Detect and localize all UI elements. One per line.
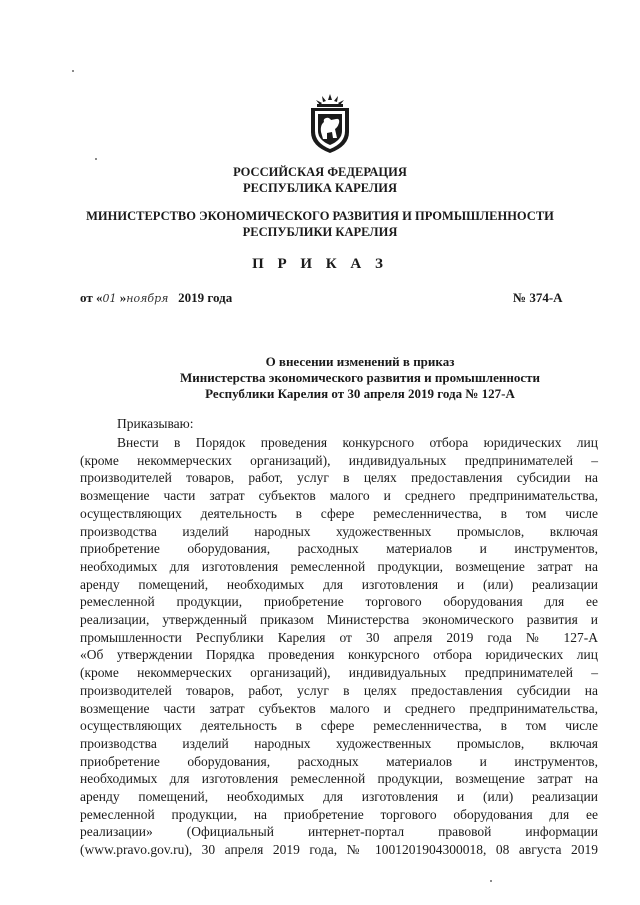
body-line: приобретение оборудования, расходных материалов и инструментов, — [80, 541, 598, 557]
body-line: Внести в Порядок проведения конкурсного отбора юридических лиц — [117, 435, 598, 450]
scan-speck — [72, 70, 74, 72]
order-date — [80, 290, 232, 306]
body-line: ремесленной продукции, на приобретение торгового оборудования для ее — [80, 806, 598, 822]
subject-line-3: Республики Карелия от 30 апреля 2019 года № 127-А — [205, 386, 515, 401]
body-line: необходимых для изготовления ремесленной продукции, возмещение затрат на — [80, 771, 598, 787]
date-prefix: от « — [80, 290, 103, 305]
ministry-line-2: РЕСПУБЛИКИ КАРЕЛИЯ — [242, 225, 398, 239]
body-line: возмещение части затрат субъектов малого и среднего предпринимательства, — [80, 700, 598, 716]
subject-line-2: Министерства экономического развития и промышленности — [179, 370, 541, 385]
body-line: производства изделий народных художественных промыслов, включая — [80, 735, 598, 751]
body-line: «Об утверждении Порядка проведения конкурсного отбора юридических лиц — [80, 647, 598, 663]
body-line: (кроме некоммерческих организаций), индивидуальных предпринимателей – — [80, 452, 598, 468]
document-type-title: П Р И К А З — [252, 256, 388, 272]
body-line: промышленности Республики Карелия от 30 апреля 2019 года № 127-А — [80, 629, 598, 645]
order-intro: Приказываю: — [117, 416, 194, 431]
body-line: аренду помещений, необходимых для изготовления и (или) реализации — [80, 789, 598, 805]
header-line-republic: РЕСПУБЛИКА КАРЕЛИЯ — [242, 181, 398, 195]
scan-speck — [95, 158, 97, 160]
body-line: осуществляющих деятельность в сфере ремесленничества, в том числе — [80, 505, 598, 521]
date-day-handwritten: 01 — [102, 292, 117, 305]
body-line: необходимых для изготовления ремесленной продукции, возмещение затрат на — [80, 558, 598, 574]
body-line: осуществляющих деятельность в сфере ремесленничества, в том числе — [80, 718, 598, 734]
date-month-handwritten: ноября — [126, 292, 169, 305]
subject-line-1: О внесении изменений в приказ — [265, 354, 455, 369]
body-line: производителей товаров, работ, услуг в целях предоставления субсидии на — [80, 682, 598, 698]
body-line: реализации» (Официальный интернет-портал правовой информации — [80, 824, 598, 840]
body-line: (www.pravo.gov.ru), 30 апреля 2019 года, № 1001201904300018, 08 августа 2019 — [80, 842, 598, 858]
body-line: ремесленной продукции, приобретение торгового оборудования для ее — [80, 594, 598, 610]
order-body — [80, 434, 598, 859]
scan-speck — [490, 880, 492, 882]
body-line: реализации, утвержденный приказом Министерства экономического развития и — [80, 612, 598, 628]
order-number: № 374-А — [513, 290, 563, 305]
date-year: 2019 года — [178, 290, 233, 305]
body-line: приобретение оборудования, расходных материалов и инструментов, — [80, 753, 598, 769]
body-line: производителей товаров, работ, услуг в целях предоставления субсидии на — [80, 470, 598, 486]
body-line: (кроме некоммерческих организаций), индивидуальных предпринимателей – — [80, 665, 598, 681]
date-middle: » — [119, 290, 127, 305]
header-line-country: РОССИЙСКАЯ ФЕДЕРАЦИЯ — [233, 165, 407, 179]
body-line: возмещение части затрат субъектов малого и среднего предпринимательства, — [80, 488, 598, 504]
body-line: аренду помещений, необходимых для изготовления и (или) реализации — [80, 576, 598, 592]
karelia-coat-of-arms-icon — [305, 94, 355, 154]
body-line: производства изделий народных художественных промыслов, включая — [80, 523, 598, 539]
ministry-line-1: МИНИСТЕРСТВО ЭКОНОМИЧЕСКОГО РАЗВИТИЯ И ПРОМЫШЛЕННОСТИ — [86, 209, 554, 223]
